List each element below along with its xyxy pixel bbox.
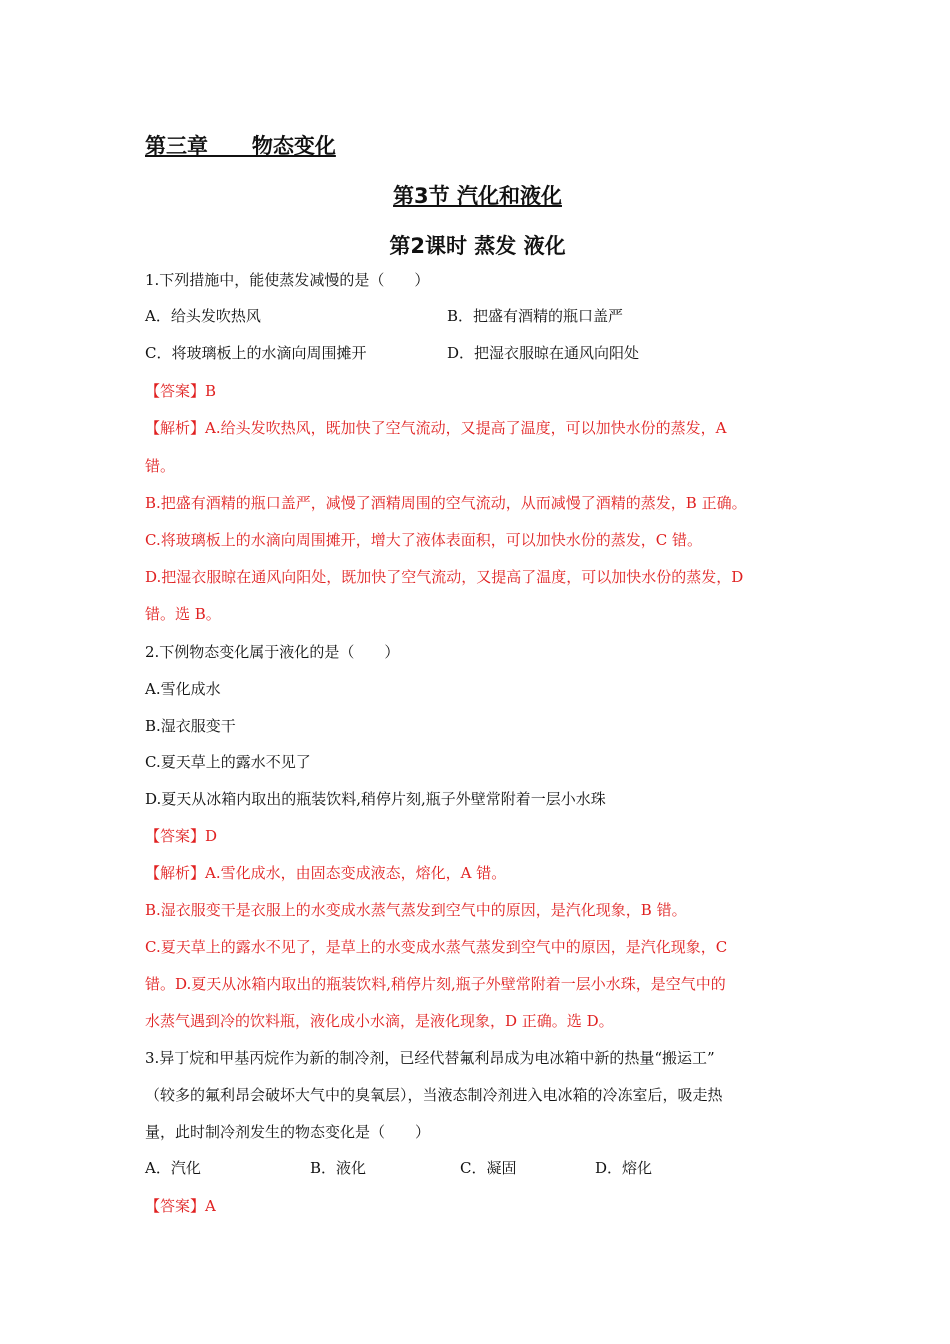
q2-option-a: A.雪化成水 bbox=[145, 680, 221, 698]
q3-answer: 【答案】A bbox=[145, 1197, 216, 1215]
q2-analysis-line: C.夏天草上的露水不见了，是草上的水变成水蒸气蒸发到空气中的原因，是汽化现象，C bbox=[145, 938, 728, 956]
q1-analysis-line: 错。 bbox=[145, 457, 176, 475]
q1-analysis-line: B.把盛有酒精的瓶口盖严，减慢了酒精周围的空气流动，从而减慢了酒精的蒸发，B 正确。 bbox=[145, 494, 747, 512]
q2-option-b: B.湿衣服变干 bbox=[145, 717, 236, 735]
section-title: 第3节 汽化和液化 bbox=[393, 184, 562, 208]
q1-analysis-line: C.将玻璃板上的水滴向周围摊开，增大了液体表面积，可以加快水份的蒸发，C 错。 bbox=[145, 531, 702, 549]
q1-options-row2 bbox=[145, 343, 810, 363]
q1-analysis-line: D.把湿衣服晾在通风向阳处，既加快了空气流动，又提高了温度，可以加快水份的蒸发，D bbox=[145, 568, 744, 586]
q1-option-b: B．把盛有酒精的瓶口盖严 bbox=[447, 307, 624, 325]
q2-option-c: C.夏天草上的露水不见了 bbox=[145, 753, 311, 771]
q3-option-a: A．汽化 bbox=[145, 1159, 201, 1177]
q1-option-d: D．把湿衣服晾在通风向阳处 bbox=[447, 344, 640, 362]
q2-analysis-line: 水蒸气遇到冷的饮料瓶，液化成小水滴，是液化现象，D 正确。选 D。 bbox=[145, 1012, 614, 1030]
q1-option-a: A．给头发吹热风 bbox=[145, 307, 261, 325]
q2-analysis-line: 错。D.夏天从冰箱内取出的瓶装饮料,稍停片刻,瓶子外壁常附着一层小水珠，是空气中的 bbox=[145, 975, 726, 993]
q3-stem-line: 3.异丁烷和甲基丙烷作为新的制冷剂，已经代替氟利昂成为电冰箱中新的热量“搬运工” bbox=[145, 1049, 715, 1067]
q3-option-c: C．凝固 bbox=[460, 1159, 517, 1177]
q2-analysis-line: B.湿衣服变干是衣服上的水变成水蒸气蒸发到空气中的原因，是汽化现象，B 错。 bbox=[145, 901, 687, 919]
q3-option-d: D．熔化 bbox=[595, 1159, 653, 1177]
q1-analysis-line: 【解析】A.给头发吹热风，既加快了空气流动，又提高了温度，可以加快水份的蒸发，A bbox=[145, 419, 727, 437]
q3-option-b: B．液化 bbox=[310, 1159, 367, 1177]
q3-stem-line: （较多的氟利昂会破坏大气中的臭氧层），当液态制冷剂进入电冰箱的冷冻室后，吸走热 bbox=[145, 1086, 723, 1104]
q2-analysis-line: 【解析】A.雪化成水，由固态变成液态，熔化，A 错。 bbox=[145, 864, 507, 882]
q2-stem: 2.下例物态变化属于液化的是（ ） bbox=[145, 643, 400, 661]
lesson-title: 第2课时 蒸发 液化 bbox=[389, 234, 566, 258]
q1-analysis-line: 错。选 B。 bbox=[145, 605, 221, 623]
q2-answer: 【答案】D bbox=[145, 827, 218, 845]
q3-stem-line: 量，此时制冷剂发生的物态变化是（ ） bbox=[145, 1123, 431, 1141]
q1-answer: 【答案】B bbox=[145, 382, 217, 400]
q2-option-d: D.夏天从冰箱内取出的瓶装饮料,稍停片刻,瓶子外壁常附着一层小水珠 bbox=[145, 790, 606, 808]
q1-stem: 1.下列措施中，能使蒸发减慢的是（ ） bbox=[145, 271, 430, 289]
chapter-title: 第三章 物态变化 bbox=[145, 134, 336, 158]
q1-option-c: C．将玻璃板上的水滴向周围摊开 bbox=[145, 344, 367, 362]
q1-options-row1 bbox=[145, 306, 810, 326]
